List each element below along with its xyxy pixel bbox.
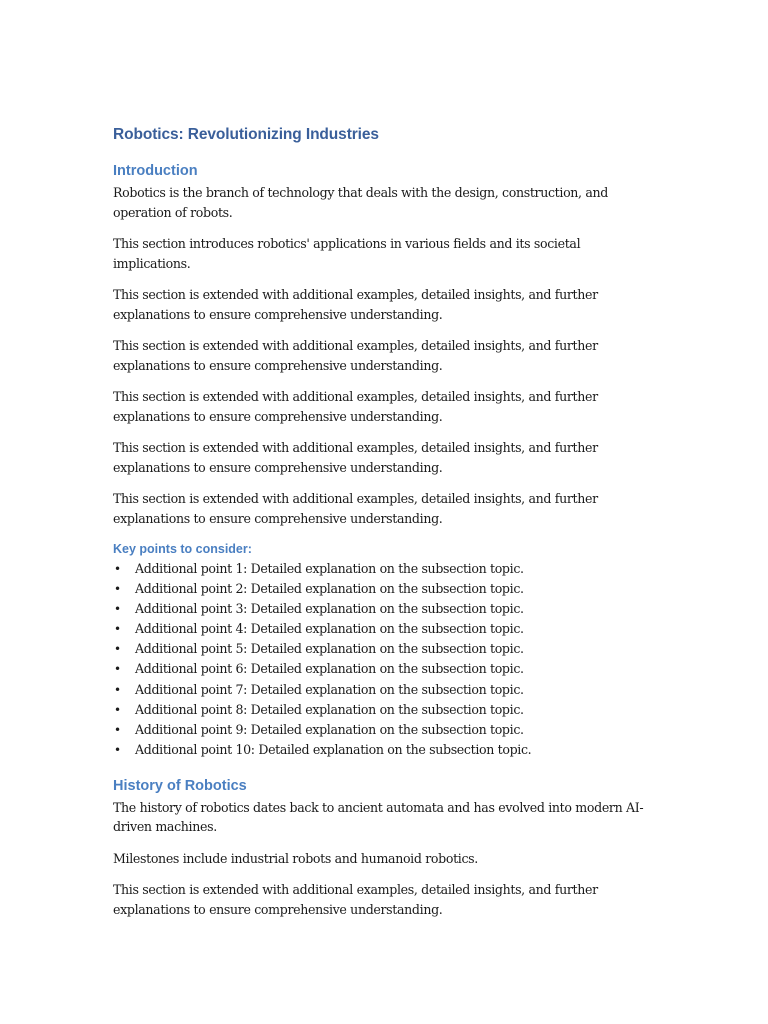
bullet-icon: • xyxy=(114,662,121,677)
list-item-text: Additional point 10: Detailed explanation on the subsection topic. xyxy=(135,741,532,757)
bullet-icon: • xyxy=(114,722,121,737)
paragraph: This section is extended with additional examples, detailed insights, and further explanations to ensure comprehensive understanding. xyxy=(113,338,598,373)
list-item-text: Additional point 7: Detailed explanation on the subsection topic. xyxy=(135,681,524,697)
list-item xyxy=(113,639,658,659)
list-item xyxy=(113,740,658,760)
list-item-text: Additional point 1: Detailed explanation on the subsection topic. xyxy=(135,561,524,576)
document-page xyxy=(113,124,658,931)
key-points-heading: Key points to consider: xyxy=(113,542,252,556)
list-item xyxy=(113,700,658,720)
paragraph: Robotics is the branch of technology that deals with the design, construction, and operation of robots. xyxy=(113,185,608,220)
list-item-text: Additional point 6: Detailed explanation on the subsection topic. xyxy=(135,661,524,677)
paragraph: This section is extended with additional examples, detailed insights, and further explanations to ensure comprehensive understanding. xyxy=(113,389,598,424)
paragraph: This section is extended with additional examples, detailed insights, and further explanations to ensure comprehensive understanding. xyxy=(113,440,598,475)
paragraph: This section is extended with additional examples, detailed insights, and further explanations to ensure comprehensive understanding. xyxy=(113,287,598,322)
list-item xyxy=(113,559,658,579)
document-title: Robotics: Revolutionizing Industries xyxy=(113,126,379,143)
list-item xyxy=(113,720,658,740)
list-item-text: Additional point 9: Detailed explanation on the subsection topic. xyxy=(135,721,524,737)
list-item xyxy=(113,659,658,679)
list-item-text: Additional point 4: Detailed explanation on the subsection topic. xyxy=(135,621,524,637)
list-item xyxy=(113,599,658,619)
list-item xyxy=(113,579,658,599)
list-item-text: Additional point 3: Detailed explanation on the subsection topic. xyxy=(135,601,524,617)
list-item xyxy=(113,680,658,700)
paragraph: The history of robotics dates back to ancient automata and has evolved into modern AI-driven machines. xyxy=(113,799,644,835)
list-item-text: Additional point 8: Detailed explanation on the subsection topic. xyxy=(135,701,524,717)
paragraph: This section is extended with additional examples, detailed insights, and further explanations to ensure comprehensive understanding. xyxy=(113,491,598,526)
key-points-list xyxy=(113,559,658,760)
bullet-icon: • xyxy=(114,682,121,697)
section-heading-history: History of Robotics xyxy=(113,777,247,794)
paragraph: Milestones include industrial robots and humanoid robotics. xyxy=(113,850,478,866)
list-item-text: Additional point 5: Detailed explanation on the subsection topic. xyxy=(135,641,524,657)
list-item xyxy=(113,619,658,639)
paragraph: This section is extended with additional examples, detailed insights, and further explanations to ensure comprehensive understanding. xyxy=(113,882,598,917)
bullet-icon: • xyxy=(114,582,121,597)
bullet-icon: • xyxy=(114,742,121,757)
bullet-icon: • xyxy=(114,702,121,717)
bullet-icon: • xyxy=(114,642,121,657)
bullet-icon: • xyxy=(114,602,121,617)
bullet-icon: • xyxy=(114,562,121,576)
paragraph: This section introduces robotics' applications in various fields and its societal implications. xyxy=(113,236,581,271)
bullet-icon: • xyxy=(114,622,121,637)
section-heading-introduction: Introduction xyxy=(113,163,198,179)
section-introduction xyxy=(113,161,658,760)
list-item-text: Additional point 2: Detailed explanation on the subsection topic. xyxy=(135,581,524,597)
section-history xyxy=(113,776,658,920)
